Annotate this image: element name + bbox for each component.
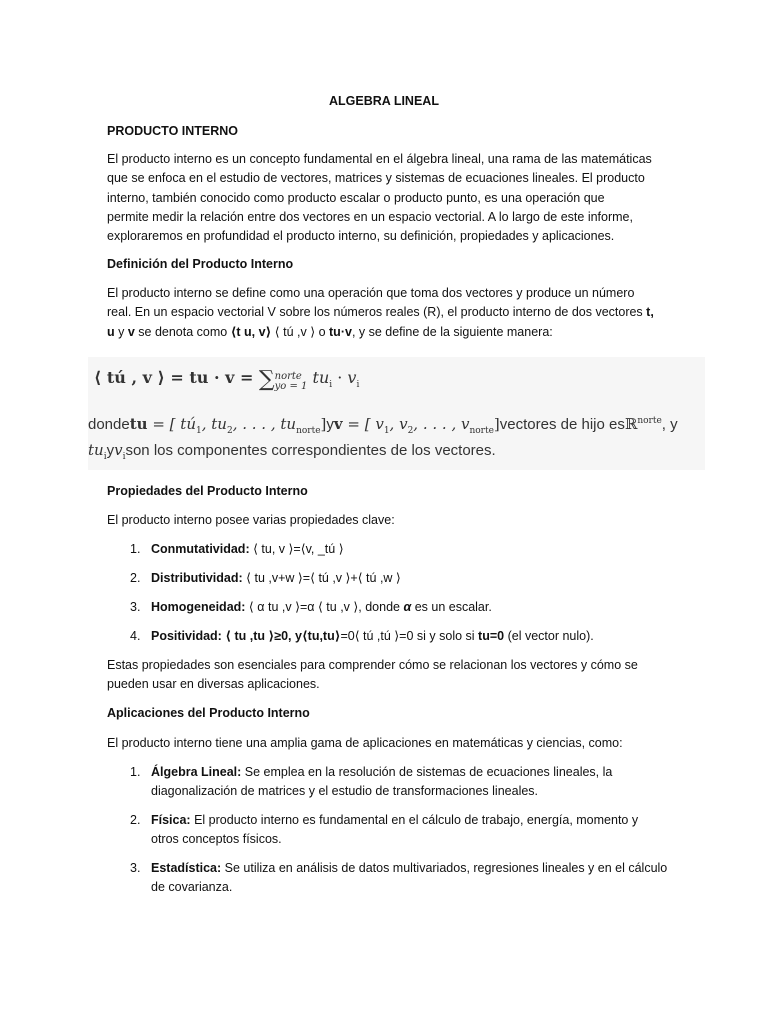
paragraph-line: u y v se denota como ⟨t u, v⟩ ⟨ tú ,v ⟩ o tu·v, y se define de la siguiente manera: [107, 324, 553, 339]
paragraph-line: real. En un espacio vectorial V sobre los números reales (R), el producto interno de dos vectores t, [107, 305, 654, 320]
document-page: ALGEBRA LINEAL PRODUCTO INTERNO El producto interno es un concepto fundamental en el álgebra lineal, una rama de las matemáticas que se enfoca en el estudio de vectores, matrices y sistemas de ecuaciones lineales. El producto interno, también conocido como producto escalar o producto punto, es una operación que permite medir la relación entre dos vectores en un espacio vectorial. A lo largo de este informe, exploraremos en profundidad el producto interno, su definición, propiedades y aplicaciones. Definición del Producto Interno El producto interno se define como una operación que toma dos vectores y produce un número real. En un espacio vectorial V sobre los números reales (R), el producto interno de dos vectores t, u y v se denota como ⟨t u, v⟩ ⟨ tú ,v ⟩ o tu·v, y se define de la siguiente manera: ⟨ tú , v ⟩ = tu · v = ∑norte yo = 1 $tu_i \cdot v_i$ dondetu = [ $tú_1$, $tu_2$, . . . , $tu_{norte}]yv$ = [ $v_1$, $v_2$, . . . , $v_{norte}]vectores$ de hijo esℝ$^{norte}$, y $tu_iyv_ison$ los componentes correspondientes de los vectores. Propiedades del Producto Interno El producto interno posee varias propiedades clave: 1. Conmutatividad: ⟨ tu, v ⟩=⟨v, _tú ⟩ 2. Distributividad: ⟨ tu ,v+w ⟩=⟨ tú ,v ⟩+⟨ tú ,w ⟩ 3. Homogeneidad: ⟨ α tu ,v ⟩=α ⟨ tu ,v ⟩, donde α es un escalar. 4. Positividad: ⟨ tu ,tu ⟩≥0, y⟨tu,tu⟩=0⟨ tú ,tú ⟩=0 si y solo si tu=0 (el vector nulo). Estas propiedades son esenciales para comprender cómo se relacionan los vectores y cómo se pueden usar en diversas aplicaciones. Aplicaciones del Producto Interno El producto interno tiene una amplia gama de aplicaciones en matemáticas y ciencias, como: 1. Álgebra Lineal: Se emplea en la resolución de sistemas de ecuaciones lineales, la diagonalización de matrices y el estudio de transformaciones lineales. 2. Física: El producto interno es fundamental en el cálculo de trabajo, energía, momento y otros conceptos físicos. 3. Estadística: Se utiliza en análisis de datos multivariados, regresiones lineales y en el cálculo de covarianza. [0, 0, 768, 1024]
paragraph-line: El producto interno se define como una operación que toma dos vectores y produce un número [107, 286, 635, 300]
formula-line-3: $tu_iyv_ison$ los componentes correspondientes de los vectores. [88, 441, 496, 462]
definition-paragraph [107, 284, 667, 342]
formula-image [88, 357, 705, 470]
paragraph-line: El producto interno es un concepto fundamental en el álgebra lineal, una rama de las matemáticas [107, 152, 652, 166]
heading-aplicaciones: Aplicaciones del Producto Interno [107, 706, 310, 720]
document-title: ALGEBRA LINEAL [329, 94, 439, 108]
paragraph-line: interno, también conocido como producto escalar o producto punto, es una operación que [107, 190, 605, 205]
heading-propiedades: Propiedades del Producto Interno [107, 484, 308, 498]
formula-line-1: ⟨ tú , v ⟩ = tu · v = ∑norte yo = 1 $tu_i \cdot v_i$ [94, 367, 360, 392]
paragraph-line: Estas propiedades son esenciales para comprender cómo se relacionan los vectores y cómo se [107, 658, 638, 672]
formula-line-2: dondetu = [ $tú_1$, $tu_2$, . . . , $tu_{norte}]yv$ = [ $v_1$, $v_2$, . . . , $v_{norte}]vectores$ de hijo esℝ$^{norte}$, y [88, 415, 678, 436]
heading-definicion: Definición del Producto Interno [107, 257, 294, 271]
heading-producto-interno: PRODUCTO INTERNO [107, 124, 239, 138]
paragraph-line: pueden usar en diversas aplicaciones. [107, 677, 320, 692]
propiedades-intro: El producto interno posee varias propiedades clave: [107, 513, 395, 527]
aplicaciones-intro: El producto interno tiene una amplia gama de aplicaciones en matemáticas y ciencias, como: [107, 736, 623, 750]
paragraph-line: permite medir la relación entre dos vectores en un espacio vectorial. A lo largo de este informe, [107, 209, 633, 224]
intro-paragraph [107, 150, 667, 246]
paragraph-line: que se enfoca en el estudio de vectores, matrices y sistemas de ecuaciones lineales. El producto [107, 171, 645, 186]
propiedades-outro [107, 656, 667, 695]
paragraph-line: exploraremos en profundidad el producto interno, su definición, propiedades y aplicaciones. [107, 229, 615, 244]
